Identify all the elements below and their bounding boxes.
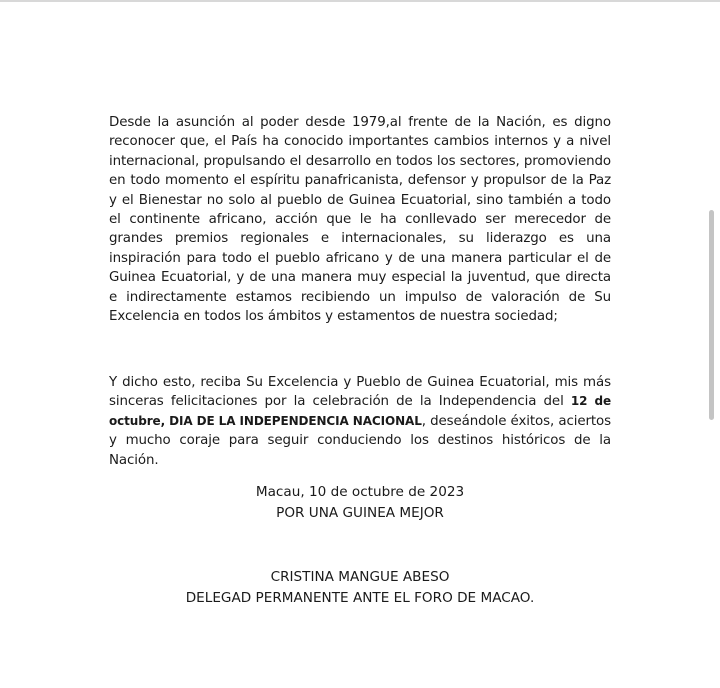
signer-name: CRISTINA MANGUE ABESO [270, 569, 450, 585]
closing-block [109, 482, 611, 524]
signature-block [109, 567, 611, 609]
top-divider [0, 0, 720, 2]
scrollbar-thumb[interactable] [709, 210, 714, 420]
motto: POR UNA GUINEA MEJOR [276, 505, 444, 521]
paragraph-intro: Desde la asunción al poder desde 1979,al frente de la Nación, es digno reconocer que, el País ha conocido importantes cambios internos y a nivel internacional, propulsando el desarrollo en todos los sectores, promoviendo en todo momento el espíritu panafricanista, defensor y propulsor de la Paz y el Bienestar no solo al pueblo de Guinea Ecuatorial, sino también a todo el continente africano, acción que le ha conllevado ser merecedor de grandes premios regionales e internacionales, su liderazgo es una inspiración para todo el pueblo africano y de una manera particular el de Guinea Ecuatorial, y de una manera muy especial la juventud, que directa e indirectamente estamos recibiendo un impulso de valoración de Su Excelencia en todos los ámbitos y estamentos de nuestra sociedad; [109, 115, 611, 325]
paragraph-congratulations-start: Y dicho esto, reciba Su Excelencia y Pueblo de Guinea Ecuatorial, mis más sinceras felicitaciones por la celebración de la Independencia del [109, 375, 611, 410]
signer-title: DELEGAD PERMANENTE ANTE EL FORO DE MACAO. [185, 590, 535, 606]
independence-day-bold: 12 de octubre, DIA DE LA INDEPENDENCIA NACIONAL [109, 394, 612, 428]
paragraph-congratulations-end: , deseándole éxitos, aciertos y mucho coraje para seguir conduciendo los destinos históricos de la Nación. [109, 413, 611, 468]
place-date: Macau, 10 de octubre de 2023 [255, 484, 465, 500]
paragraph-congratulations [109, 373, 611, 470]
